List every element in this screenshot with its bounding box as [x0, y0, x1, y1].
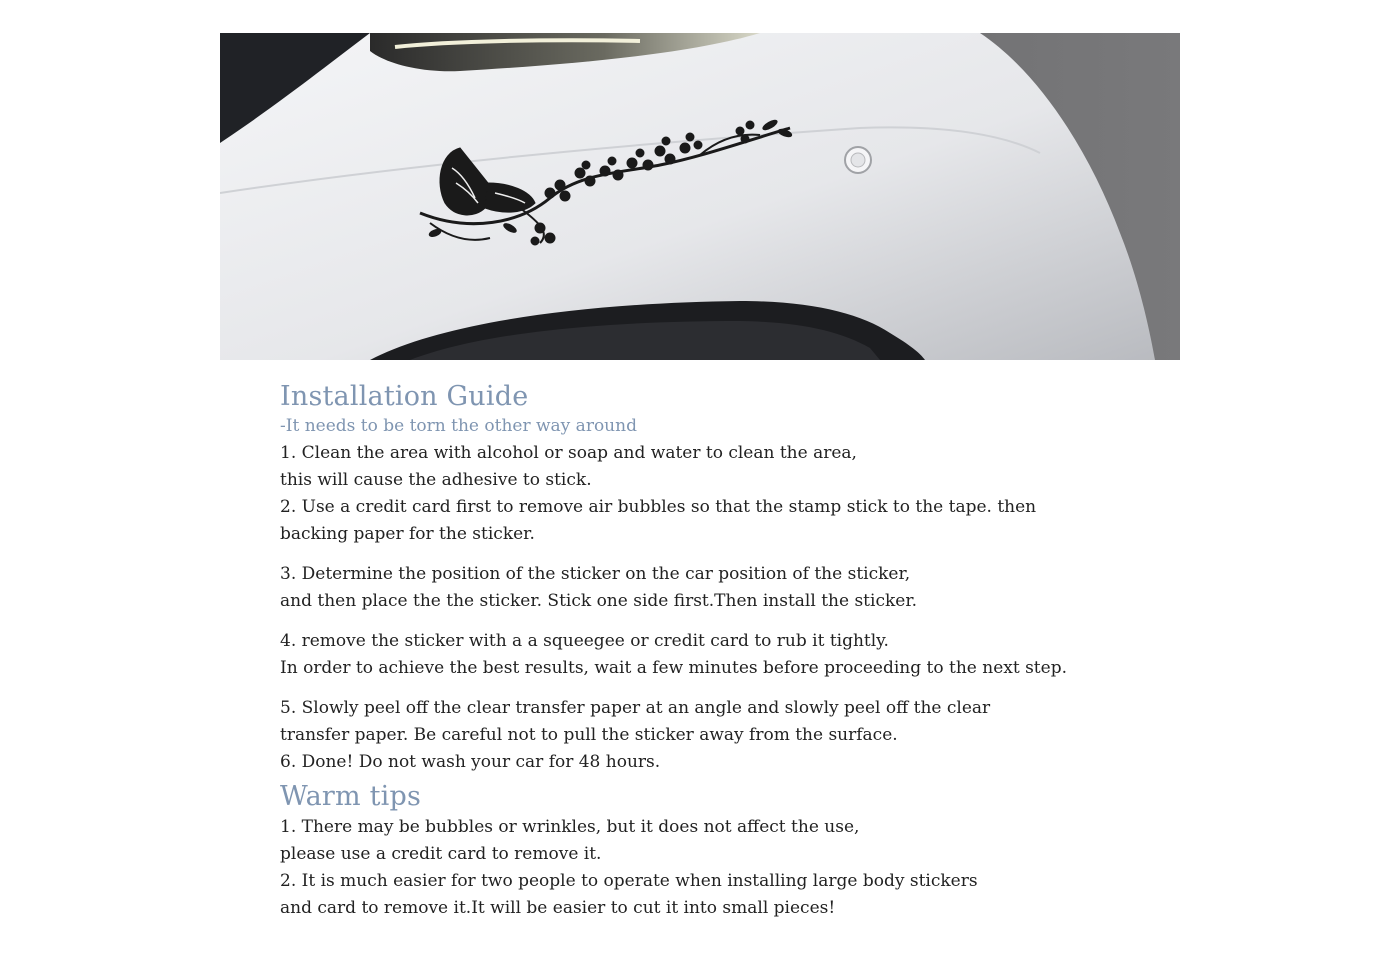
- tip-2-line-1: 2. It is much easier for two people to operate when installing large body stickers: [280, 871, 978, 891]
- tip-1-line-2: please use a credit card to remove it.: [280, 844, 602, 864]
- step-5-line-2: transfer paper. Be careful not to pull the sticker away from the surface.: [280, 725, 898, 745]
- step-3-line-1: 3. Determine the position of the sticker on the car position of the sticker,: [280, 564, 911, 584]
- car-decal-illustration: [220, 33, 1180, 360]
- step-4-line-2: In order to achieve the best results, wait a few minutes before proceeding to the next step.: [280, 658, 1067, 678]
- step-4-line-1: 4. remove the sticker with a a squeegee or credit card to rub it tightly.: [280, 631, 889, 651]
- instructions-panel: [280, 380, 1180, 922]
- step-2-line-2: backing paper for the sticker.: [280, 524, 535, 544]
- product-photo: [220, 33, 1180, 360]
- step-2-line-1: 2. Use a credit card first to remove air bubbles so that the stamp stick to the tape. then: [280, 497, 1037, 517]
- warm-tips-heading: Warm tips: [280, 781, 422, 812]
- step-5-line-1: 5. Slowly peel off the clear transfer paper at an angle and slowly peel off the clear: [280, 698, 991, 718]
- step-3-line-2: and then place the the sticker. Stick one side first.Then install the sticker.: [280, 591, 917, 611]
- tip-1-line-1: 1. There may be bubbles or wrinkles, but it does not affect the use,: [280, 817, 860, 837]
- step-6-line-1: 6. Done! Do not wash your car for 48 hours.: [280, 752, 661, 772]
- step-1-line-2: this will cause the adhesive to stick.: [280, 470, 592, 490]
- installation-guide-heading: Installation Guide: [280, 381, 529, 412]
- installation-guide-subtitle: -It needs to be torn the other way around: [280, 416, 637, 436]
- tip-2-line-2: and card to remove it.It will be easier to cut it into small pieces!: [280, 898, 836, 918]
- step-1-line-1: 1. Clean the area with alcohol or soap and water to clean the area,: [280, 443, 857, 463]
